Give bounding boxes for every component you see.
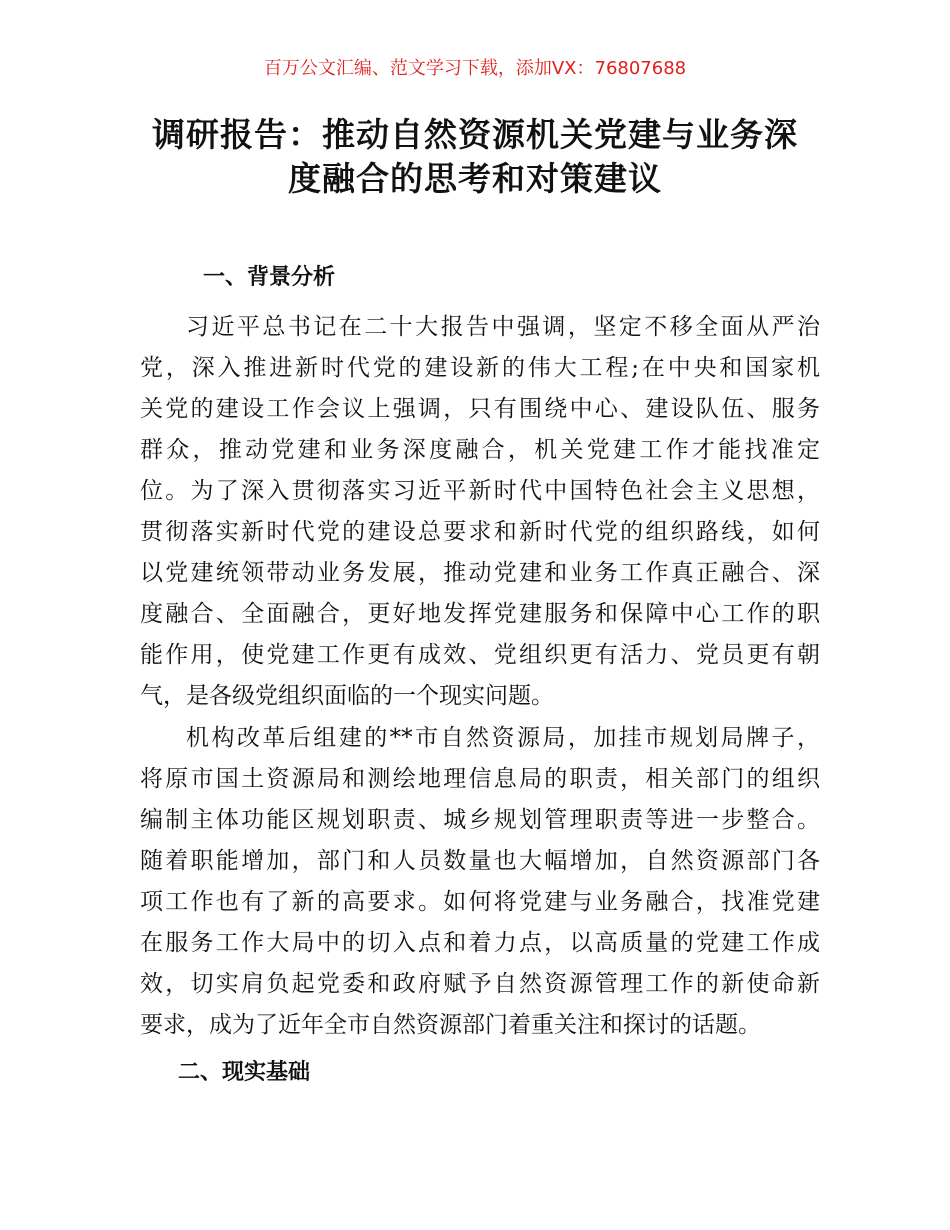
- text-line: 能作用，使党建工作更有成效、党组织更有活力、党员更有朝: [140, 642, 820, 668]
- text-line: 群众，推动党建和业务深度融合，机关党建工作才能找准定: [140, 437, 820, 463]
- watermark-header: 百万公文汇编、范文学习下载，添加VX：76807688: [263, 58, 687, 79]
- document-title: [100, 113, 850, 201]
- text-line: 将原市国土资源局和测绘地理信息局的职责，相关部门的组织: [140, 766, 820, 792]
- text-line: 项工作也有了新的高要求。如何将党建与业务融合，找准党建: [140, 889, 820, 915]
- paragraph-background-1: [140, 307, 820, 717]
- text-line: 气，是各级党组织面临的一个现实问题。: [140, 683, 554, 709]
- text-line: 度融合、全面融合，更好地发挥党建服务和保障中心工作的职: [140, 601, 820, 627]
- section-heading-foundation: 二、现实基础: [178, 1060, 311, 1085]
- text-line: 编制主体功能区规划职责、城乡规划管理职责等进一步整合。: [140, 807, 820, 833]
- text-line: 关党的建设工作会议上强调，只有围绕中心、建设队伍、服务: [140, 396, 820, 422]
- text-line: 位。为了深入贯彻落实习近平新时代中国特色社会主义思想，: [140, 478, 820, 504]
- section-heading-background: 一、背景分析: [203, 265, 336, 290]
- title-line-2: 度融合的思考和对策建议: [288, 159, 662, 198]
- text-line: 习近平总书记在二十大报告中强调，坚定不移全面从严治: [186, 314, 820, 340]
- text-line: 贯彻落实新时代党的建设总要求和新时代党的组织路线，如何: [140, 519, 820, 545]
- text-line: 效，切实肩负起党委和政府赋予自然资源管理工作的新使命新: [140, 971, 820, 997]
- text-line: 在服务工作大局中的切入点和着力点，以高质量的党建工作成: [140, 930, 820, 956]
- title-line-1: 调研报告：推动自然资源机关党建与业务深: [152, 115, 798, 154]
- text-line: 党，深入推进新时代党的建设新的伟大工程;在中央和国家机: [140, 355, 820, 381]
- text-line: 随着职能增加，部门和人员数量也大幅增加，自然资源部门各: [140, 848, 820, 874]
- text-line: 机构改革后组建的**市自然资源局，加挂市规划局牌子，: [186, 725, 820, 751]
- text-line: 以党建统领带动业务发展，推动党建和业务工作真正融合、深: [140, 560, 820, 586]
- paragraph-background-2: [140, 718, 820, 1046]
- text-line: 要求，成为了近年全市自然资源部门着重关注和探讨的话题。: [140, 1012, 761, 1038]
